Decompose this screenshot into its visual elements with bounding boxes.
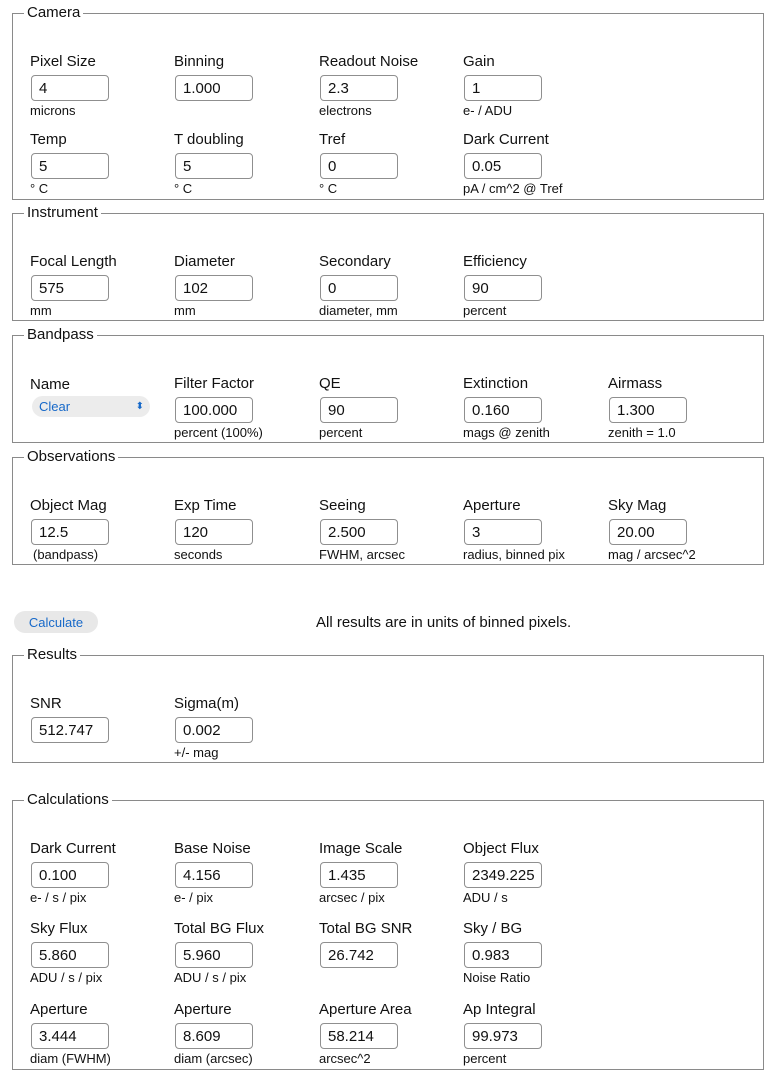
exp-time-input[interactable] xyxy=(175,519,253,545)
efficiency-label: Efficiency xyxy=(463,253,527,270)
object-flux-unit: ADU / s xyxy=(463,890,508,905)
readout-noise-input[interactable] xyxy=(320,75,398,101)
readout-noise-unit: electrons xyxy=(319,103,372,118)
gain-label: Gain xyxy=(463,53,495,70)
airmass-cell xyxy=(608,375,753,441)
aperture-area-output[interactable] xyxy=(320,1023,398,1049)
snr-cell xyxy=(30,695,175,743)
units-note: All results are in units of binned pixels. xyxy=(316,614,572,631)
aperture-arcsec-label: Aperture xyxy=(174,1001,232,1018)
gain-cell xyxy=(463,53,608,119)
binning-label: Binning xyxy=(174,53,225,70)
instrument-fieldset xyxy=(12,205,764,321)
aperture-radius-unit: radius, binned pix xyxy=(463,547,565,562)
qe-unit: percent xyxy=(319,425,363,440)
chevron-up-down-icon: ⬍ xyxy=(135,401,144,412)
ap-integral-output[interactable] xyxy=(464,1023,542,1049)
ap-integral-cell xyxy=(463,1001,608,1067)
sigma-m-unit: +/- mag xyxy=(174,745,219,760)
seeing-cell xyxy=(319,497,464,563)
airmass-input[interactable] xyxy=(609,397,687,423)
exp-time-unit: seconds xyxy=(174,547,223,562)
total-bg-snr-cell xyxy=(319,920,464,968)
sky-flux-unit: ADU / s / pix xyxy=(30,970,103,985)
secondary-label: Secondary xyxy=(319,253,391,270)
t-doubling-cell xyxy=(174,131,319,197)
sky-bg-unit: Noise Ratio xyxy=(463,970,531,985)
binning-cell xyxy=(174,53,319,101)
bandpass-name-cell xyxy=(30,376,175,417)
bandpass-name-selected: Clear xyxy=(39,399,71,414)
object-flux-cell xyxy=(463,840,608,906)
dark-current-unit: pA / cm^2 @ Tref xyxy=(463,181,563,196)
image-scale-output[interactable] xyxy=(320,862,398,888)
calc-dark-current-unit: e- / s / pix xyxy=(30,890,87,905)
tref-unit: ° C xyxy=(319,181,338,196)
total-bg-snr-label: Total BG SNR xyxy=(319,920,413,937)
aperture-radius-input[interactable] xyxy=(464,519,542,545)
calculations-fieldset xyxy=(12,792,764,1070)
filter-factor-cell xyxy=(174,375,319,441)
extinction-input[interactable] xyxy=(464,397,542,423)
calc-dark-current-cell xyxy=(30,840,175,906)
temp-input[interactable] xyxy=(31,153,109,179)
t-doubling-label: T doubling xyxy=(174,131,244,148)
qe-cell xyxy=(319,375,464,441)
qe-label: QE xyxy=(319,375,341,392)
camera-legend: Camera xyxy=(27,4,81,21)
temp-label: Temp xyxy=(30,131,67,148)
seeing-input[interactable] xyxy=(320,519,398,545)
pixel-size-cell xyxy=(30,53,175,119)
filter-factor-unit: percent (100%) xyxy=(174,425,263,440)
sigma-m-label: Sigma(m) xyxy=(174,695,240,712)
calc-dark-current-output[interactable] xyxy=(31,862,109,888)
object-mag-cell xyxy=(30,497,175,563)
object-mag-label: Object Mag xyxy=(30,497,107,514)
base-noise-unit: e- / pix xyxy=(174,890,214,905)
pixel-size-label: Pixel Size xyxy=(30,53,96,70)
efficiency-unit: percent xyxy=(463,303,507,318)
object-mag-input[interactable] xyxy=(31,519,109,545)
temp-unit: ° C xyxy=(30,181,49,196)
results-fieldset xyxy=(12,647,764,763)
filter-factor-label: Filter Factor xyxy=(174,375,255,392)
binning-input[interactable] xyxy=(175,75,253,101)
calc-dark-current-label: Dark Current xyxy=(30,840,116,857)
tref-input[interactable] xyxy=(320,153,398,179)
sky-mag-label: Sky Mag xyxy=(608,497,667,514)
dark-current-label: Dark Current xyxy=(463,131,549,148)
readout-noise-cell xyxy=(319,53,464,119)
total-bg-flux-unit: ADU / s / pix xyxy=(174,970,247,985)
gain-unit: e- / ADU xyxy=(463,103,513,118)
exp-time-label: Exp Time xyxy=(174,497,237,514)
instrument-legend: Instrument xyxy=(27,204,98,221)
temp-cell xyxy=(30,131,175,197)
aperture-area-unit: arcsec^2 xyxy=(319,1051,371,1066)
snr-label: SNR xyxy=(30,695,62,712)
aperture-radius-cell xyxy=(463,497,608,563)
object-flux-label: Object Flux xyxy=(463,840,539,857)
exp-time-cell xyxy=(174,497,319,563)
ap-integral-label: Ap Integral xyxy=(463,1001,536,1018)
tref-label: Tref xyxy=(319,131,346,148)
base-noise-output[interactable] xyxy=(175,862,253,888)
calculations-legend: Calculations xyxy=(27,791,109,808)
airmass-label: Airmass xyxy=(608,375,663,392)
extinction-unit: mags @ zenith xyxy=(463,425,550,440)
sigma-m-cell xyxy=(174,695,319,761)
sky-flux-output[interactable] xyxy=(31,942,109,968)
observations-fieldset xyxy=(12,449,764,565)
aperture-arcsec-unit: diam (arcsec) xyxy=(174,1051,253,1066)
readout-noise-label: Readout Noise xyxy=(319,53,419,70)
t-doubling-unit: ° C xyxy=(174,181,193,196)
seeing-unit: FWHM, arcsec xyxy=(319,547,405,562)
aperture-area-cell xyxy=(319,1001,464,1067)
sigma-m-output[interactable] xyxy=(175,717,253,743)
seeing-label: Seeing xyxy=(319,497,366,514)
diameter-input[interactable] xyxy=(175,275,253,301)
total-bg-flux-label: Total BG Flux xyxy=(174,920,265,937)
secondary-input[interactable] xyxy=(320,275,398,301)
total-bg-flux-cell xyxy=(174,920,319,986)
extinction-label: Extinction xyxy=(463,375,529,392)
secondary-cell xyxy=(319,253,464,319)
total-bg-snr-output[interactable] xyxy=(320,942,398,968)
results-legend: Results xyxy=(27,646,78,663)
diameter-label: Diameter xyxy=(174,253,235,270)
focal-length-cell xyxy=(30,253,175,319)
sky-mag-input[interactable] xyxy=(609,519,687,545)
bandpass-fieldset xyxy=(12,327,764,443)
sky-flux-cell xyxy=(30,920,175,986)
observations-legend: Observations xyxy=(27,448,116,465)
calculate-button[interactable]: Calculate xyxy=(14,611,98,633)
focal-length-unit: mm xyxy=(30,303,52,318)
sky-flux-label: Sky Flux xyxy=(30,920,88,937)
efficiency-input[interactable] xyxy=(464,275,542,301)
aperture-radius-label: Aperture xyxy=(463,497,521,514)
image-scale-cell xyxy=(319,840,464,906)
ap-integral-unit: percent xyxy=(463,1051,507,1066)
secondary-unit: diameter, mm xyxy=(319,303,398,318)
object-mag-unit: (bandpass) xyxy=(33,547,99,562)
image-scale-unit: arcsec / pix xyxy=(319,890,385,905)
base-noise-cell xyxy=(174,840,319,906)
pixel-size-input[interactable] xyxy=(31,75,109,101)
diameter-unit: mm xyxy=(174,303,196,318)
dark-current-cell xyxy=(463,131,608,197)
aperture-fwhm-label: Aperture xyxy=(30,1001,88,1018)
tref-cell xyxy=(319,131,464,197)
sky-bg-cell xyxy=(463,920,608,986)
object-flux-output[interactable] xyxy=(464,862,542,888)
aperture-arcsec-cell xyxy=(174,1001,319,1067)
qe-input[interactable] xyxy=(320,397,398,423)
dark-current-input[interactable] xyxy=(464,153,542,179)
diameter-cell xyxy=(174,253,319,319)
extinction-cell xyxy=(463,375,608,441)
aperture-arcsec-output[interactable] xyxy=(175,1023,253,1049)
bandpass-name-select[interactable] xyxy=(32,396,150,417)
total-bg-flux-output[interactable] xyxy=(175,942,253,968)
t-doubling-input[interactable] xyxy=(175,153,253,179)
aperture-fwhm-unit: diam (FWHM) xyxy=(30,1051,111,1066)
pixel-size-unit: microns xyxy=(30,103,76,118)
focal-length-input[interactable] xyxy=(31,275,109,301)
sky-bg-label: Sky / BG xyxy=(463,920,523,937)
focal-length-label: Focal Length xyxy=(30,253,117,270)
image-scale-label: Image Scale xyxy=(319,840,403,857)
airmass-unit: zenith = 1.0 xyxy=(608,425,676,440)
efficiency-cell xyxy=(463,253,608,319)
bandpass-legend: Bandpass xyxy=(27,326,94,343)
aperture-fwhm-output[interactable] xyxy=(31,1023,109,1049)
sky-mag-cell xyxy=(608,497,753,563)
filter-factor-input[interactable] xyxy=(175,397,253,423)
sky-mag-unit: mag / arcsec^2 xyxy=(608,547,696,562)
sky-bg-output[interactable] xyxy=(464,942,542,968)
snr-output[interactable] xyxy=(31,717,109,743)
gain-input[interactable] xyxy=(464,75,542,101)
aperture-fwhm-cell xyxy=(30,1001,175,1067)
bandpass-name-label: Name xyxy=(30,376,71,393)
aperture-area-label: Aperture Area xyxy=(319,1001,412,1018)
camera-fieldset xyxy=(12,5,764,200)
base-noise-label: Base Noise xyxy=(174,840,251,857)
